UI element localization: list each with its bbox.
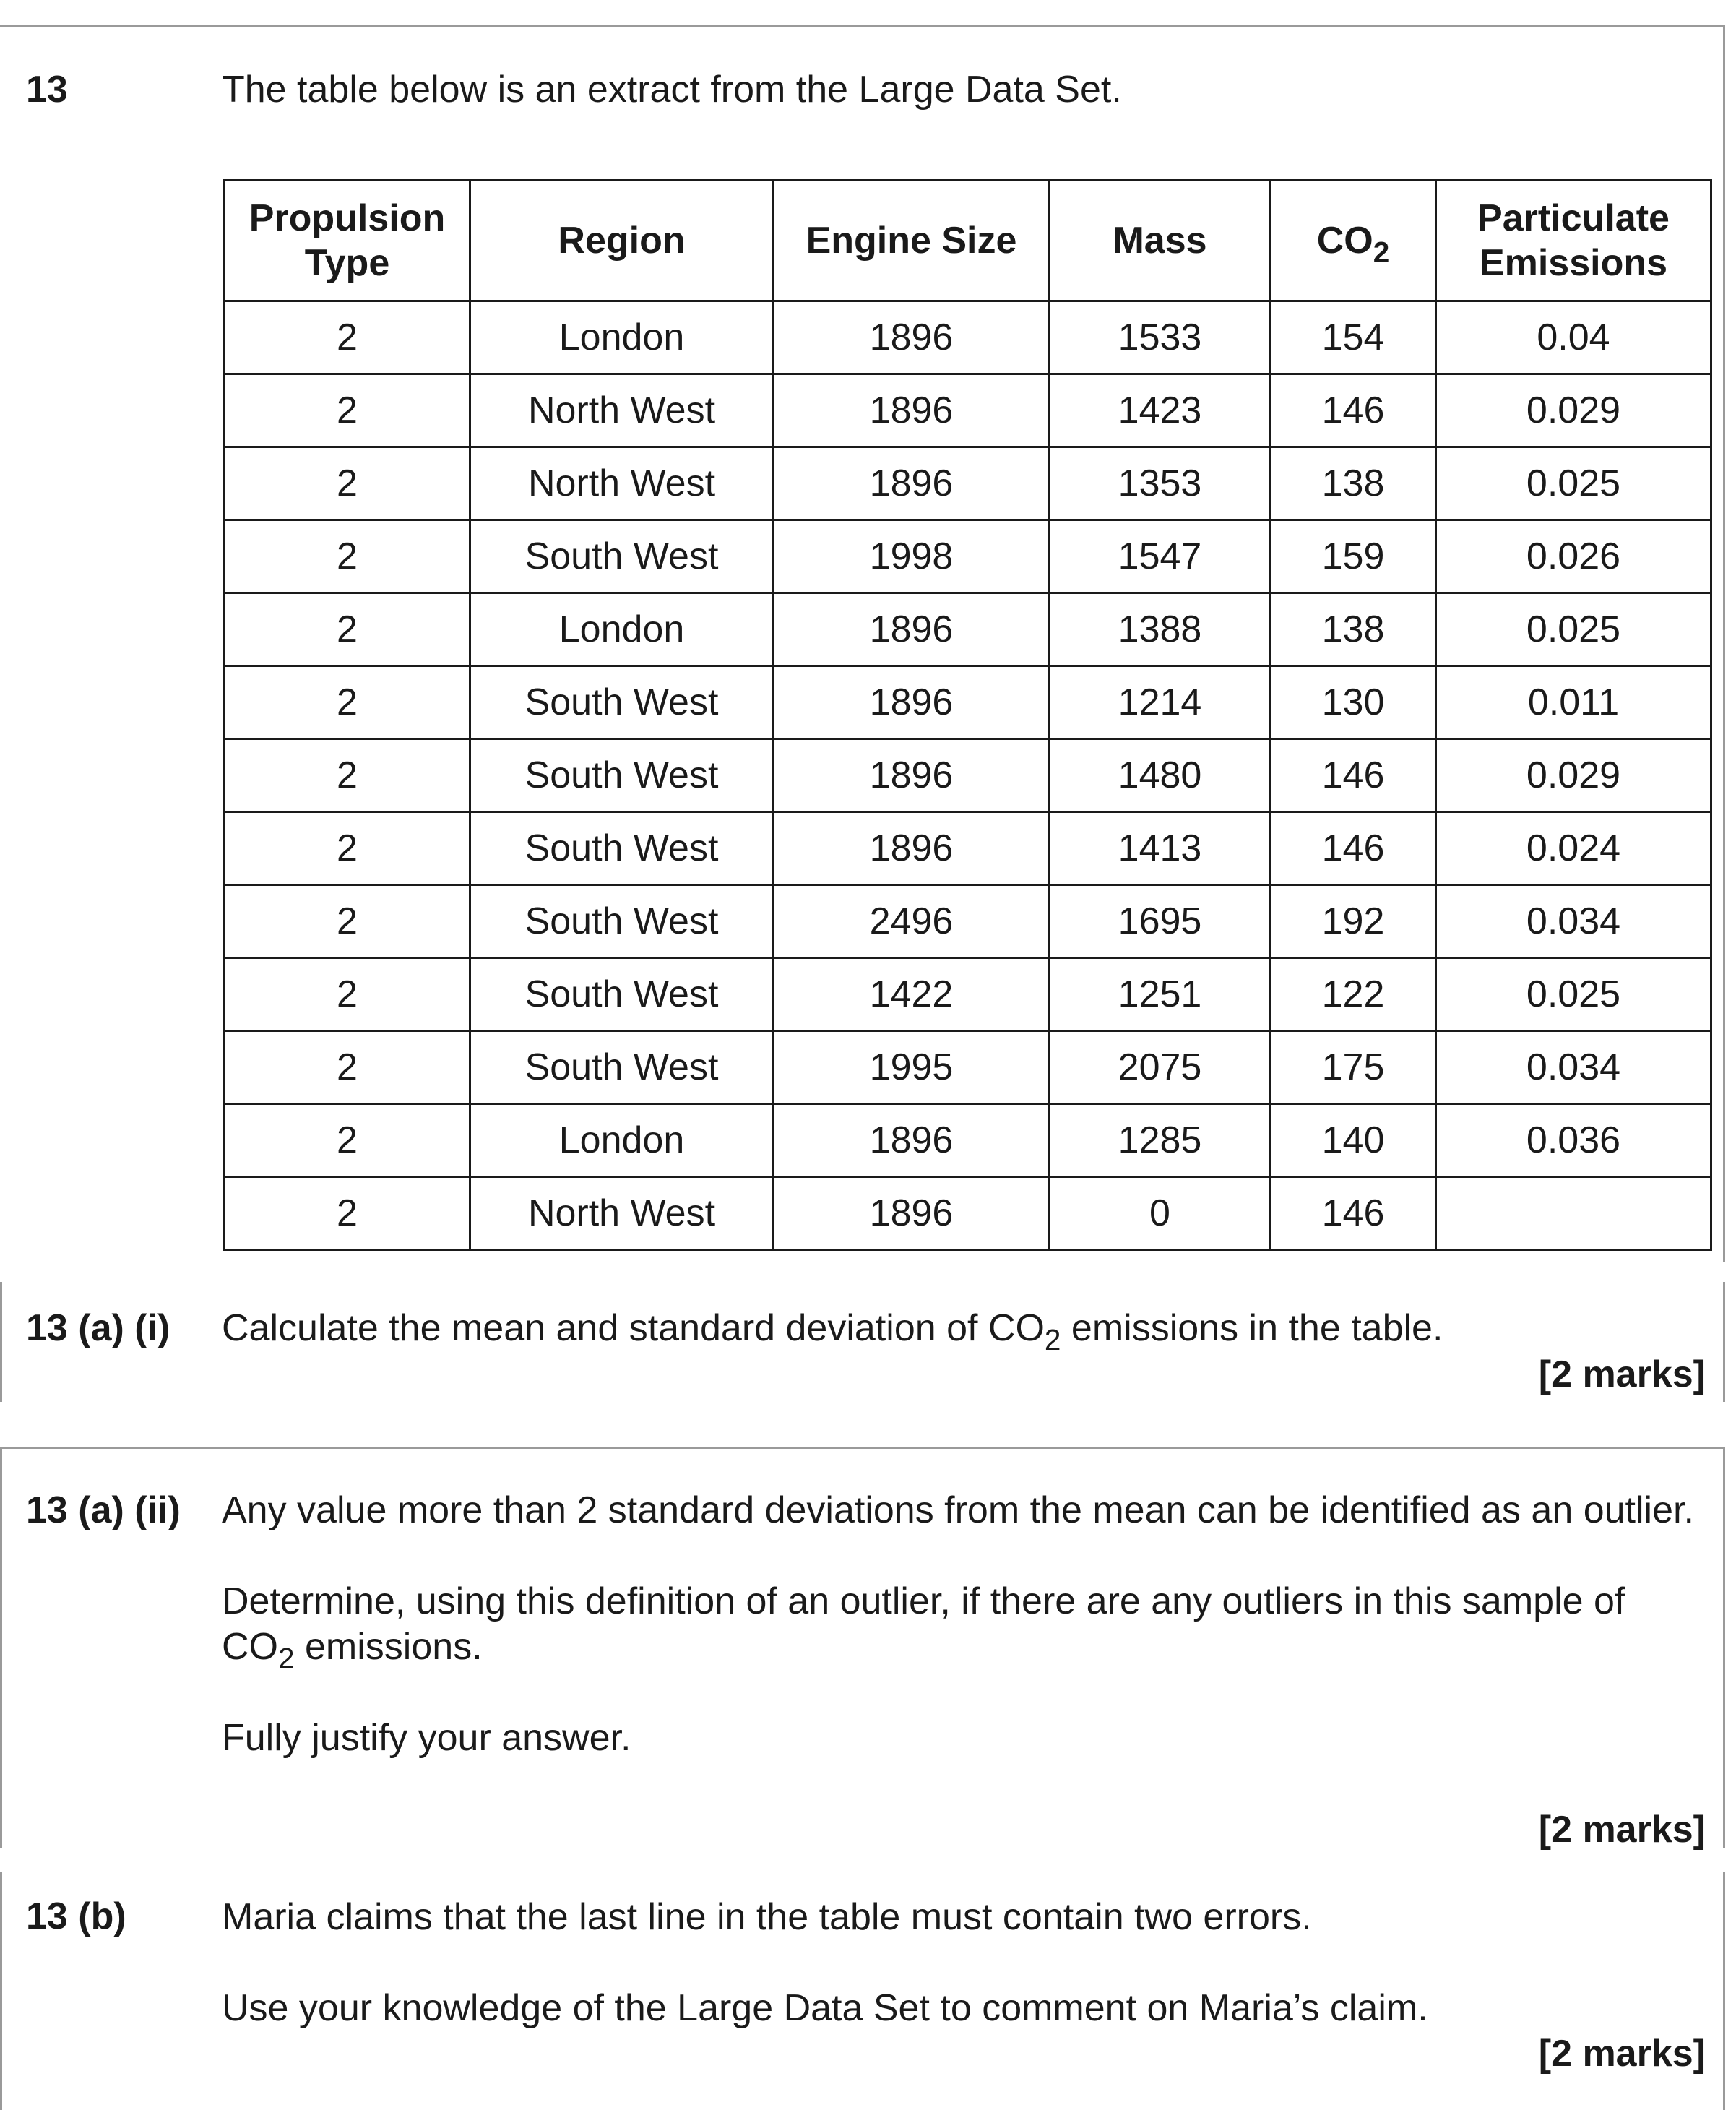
table-row [225,374,1711,447]
cell-co2: 146 [1271,812,1436,885]
cell-co2: 122 [1271,958,1436,1031]
cell-mass: 0 [1050,1177,1271,1250]
question-13b-para1: Maria claims that the last line in the table must contain two errors. [222,1896,1312,1938]
data-table-container [223,179,1712,1260]
cell-particulate-emissions: 0.029 [1436,739,1711,812]
cell-propulsion-type: 2 [225,1031,470,1104]
cell-engine-size: 1896 [774,593,1050,666]
cell-particulate-emissions: 0.029 [1436,374,1711,447]
cell-region: South West [470,739,774,812]
cell-particulate-emissions: 0.034 [1436,885,1711,958]
cell-region: London [470,593,774,666]
question-13ai-marks: [2 marks] [1538,1353,1706,1395]
question-13b-label: 13 (b) [26,1895,126,1937]
cell-particulate-emissions [1436,1177,1711,1250]
cell-particulate-emissions: 0.025 [1436,593,1711,666]
question-13aii-para1: Any value more than 2 standard deviations from the mean can be identified as an outlier. [222,1489,1694,1531]
cell-co2: 154 [1271,301,1436,374]
cell-propulsion-type: 2 [225,885,470,958]
cell-particulate-emissions: 0.026 [1436,520,1711,593]
cell-mass: 1533 [1050,301,1271,374]
header-particulate-emissions: Particulate Emissions [1436,181,1711,301]
question-13ai-label: 13 (a) (i) [26,1307,170,1349]
question-13aii-para3: Fully justify your answer. [222,1717,631,1759]
cell-mass: 1353 [1050,447,1271,520]
cell-mass: 1423 [1050,374,1271,447]
cell-co2: 146 [1271,374,1436,447]
cell-co2: 140 [1271,1104,1436,1177]
cell-engine-size: 1896 [774,301,1050,374]
table-row [225,1104,1711,1177]
cell-mass: 1251 [1050,958,1271,1031]
table-row [225,301,1711,374]
cell-engine-size: 1998 [774,520,1050,593]
cell-engine-size: 1896 [774,374,1050,447]
cell-propulsion-type: 2 [225,301,470,374]
cell-propulsion-type: 2 [225,520,470,593]
cell-co2: 146 [1271,739,1436,812]
cell-particulate-emissions: 0.025 [1436,447,1711,520]
table-row [225,812,1711,885]
cell-mass: 1480 [1050,739,1271,812]
cell-particulate-emissions: 0.025 [1436,958,1711,1031]
table-row [225,593,1711,666]
cell-engine-size: 1422 [774,958,1050,1031]
cell-engine-size: 1896 [774,1104,1050,1177]
header-region: Region [470,181,774,301]
cell-mass: 2075 [1050,1031,1271,1104]
cell-co2: 138 [1271,593,1436,666]
cell-region: South West [470,812,774,885]
cell-engine-size: 1896 [774,1177,1050,1250]
table-row [225,520,1711,593]
cell-mass: 1214 [1050,666,1271,739]
cell-region: North West [470,1177,774,1250]
cell-particulate-emissions: 0.034 [1436,1031,1711,1104]
cell-region: South West [470,885,774,958]
table-row [225,1031,1711,1104]
cell-particulate-emissions: 0.011 [1436,666,1711,739]
cell-propulsion-type: 2 [225,374,470,447]
question-13b-body [222,1895,1696,2031]
question-number: 13 [26,69,68,111]
table-row [225,447,1711,520]
cell-propulsion-type: 2 [225,1104,470,1177]
table-row [225,1177,1711,1250]
cell-region: London [470,301,774,374]
question-13b-para2: Use your knowledge of the Large Data Set to comment on Maria’s claim. [222,1987,1428,2029]
cell-engine-size: 1896 [774,812,1050,885]
cell-mass: 1388 [1050,593,1271,666]
question-intro: The table below is an extract from the Large Data Set. [222,69,1122,111]
cell-co2: 159 [1271,520,1436,593]
question-13ai-text: Calculate the mean and standard deviation of $CO_2$ emissions in the table. [222,1307,1443,1356]
cell-mass: 1285 [1050,1104,1271,1177]
cell-mass: 1547 [1050,520,1271,593]
table-body [225,301,1711,1250]
cell-co2: 138 [1271,447,1436,520]
cell-engine-size: 1896 [774,447,1050,520]
cell-co2: 146 [1271,1177,1436,1250]
cell-engine-size: 1896 [774,739,1050,812]
cell-particulate-emissions: 0.024 [1436,812,1711,885]
cell-region: South West [470,666,774,739]
table-row [225,666,1711,739]
cell-co2: 192 [1271,885,1436,958]
question-13aii-body [222,1488,1696,1761]
cell-mass: 1695 [1050,885,1271,958]
cell-co2: 175 [1271,1031,1436,1104]
cell-region: South West [470,1031,774,1104]
cell-propulsion-type: 2 [225,739,470,812]
question-13b-marks: [2 marks] [1538,2033,1706,2075]
cell-region: North West [470,447,774,520]
cell-propulsion-type: 2 [225,812,470,885]
table-row [225,739,1711,812]
cell-engine-size: 1995 [774,1031,1050,1104]
table-header-row [225,181,1711,301]
header-co2: $CO_2$ [1271,181,1436,301]
header-mass: Mass [1050,181,1271,301]
question-13aii-label: 13 (a) (ii) [26,1489,181,1531]
question-13aii-marks: [2 marks] [1538,1809,1706,1851]
cell-mass: 1413 [1050,812,1271,885]
cell-region: South West [470,958,774,1031]
cell-propulsion-type: 2 [225,1177,470,1250]
cell-engine-size: 1896 [774,666,1050,739]
cell-particulate-emissions: 0.04 [1436,301,1711,374]
table-row [225,958,1711,1031]
cell-co2: 130 [1271,666,1436,739]
cell-region: South West [470,520,774,593]
cell-region: London [470,1104,774,1177]
header-propulsion-type: Propulsion Type [225,181,470,301]
cell-propulsion-type: 2 [225,958,470,1031]
table-row [225,885,1711,958]
cell-particulate-emissions: 0.036 [1436,1104,1711,1177]
header-engine-size: Engine Size [774,181,1050,301]
cell-region: North West [470,374,774,447]
cell-engine-size: 2496 [774,885,1050,958]
cell-propulsion-type: 2 [225,593,470,666]
cell-propulsion-type: 2 [225,447,470,520]
cell-propulsion-type: 2 [225,666,470,739]
question-13aii-para2: Determine, using this definition of an outlier, if there are any outliers in this sample of $CO_2$ emissions. [222,1580,1625,1675]
large-data-set-table [223,179,1712,1251]
